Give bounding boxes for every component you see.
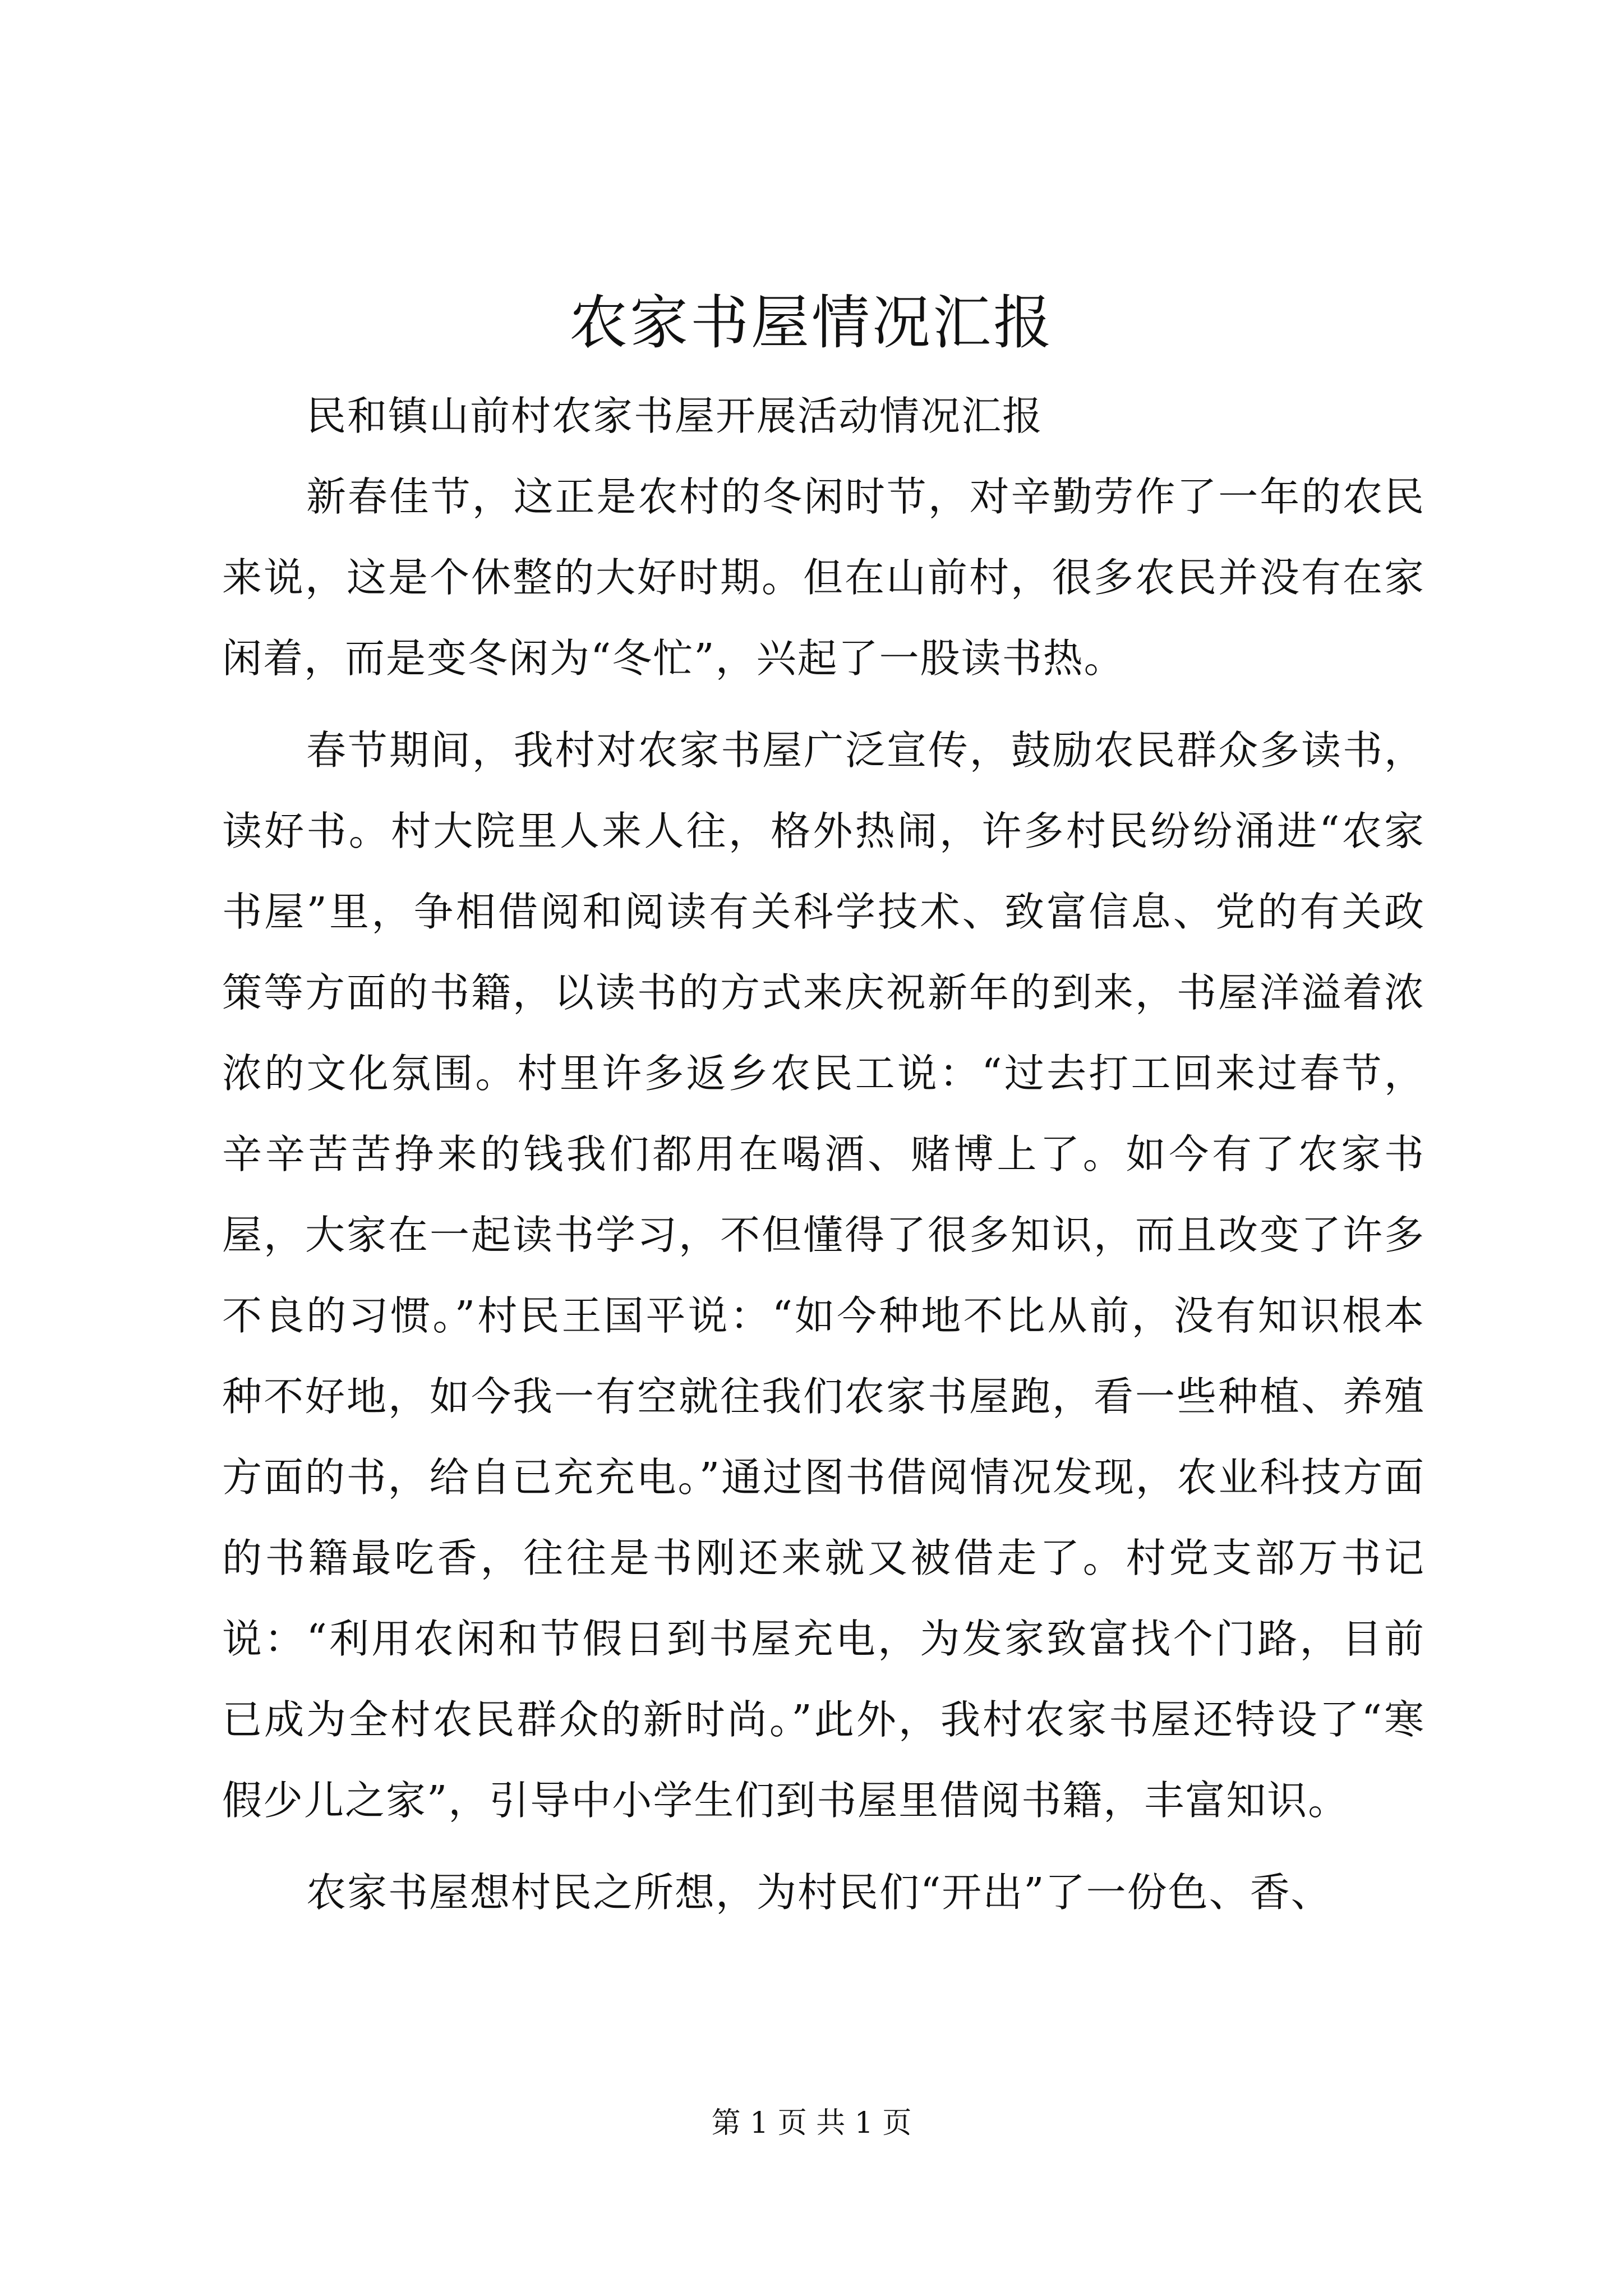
document-title: 农家书屋情况汇报 [569,288,1054,357]
paragraph-subtitle: 民和镇山前村农家书屋开展活动情况汇报 [306,393,1044,439]
page-footer: 第 1 页 共 1 页 [711,2106,912,2140]
paragraph-2: 春节期间，我村对农家书屋广泛宣传，鼓励农民群众多读书，读好书。村大院里人来人往，格外热闹，许多村民纷纷涌进“农家书屋”里，争相借阅和阅读有关科学技术、致富信息、党的有关政策等方面的书籍，以读书的方式来庆祝新年的到来，书屋洋溢着浓浓的文化氛围。村里许多返乡农民工说：“过去打工回来过春节，辛辛苦苦挣来的钱我们都用在喝酒、赌博上了。如今有了农家书屋，大家在一起读书学习，不但懂得了很多知识，而且改变了许多不良的习惯。”村民王国平说：“如今种地不比从前，没有知识根本种不好地，如今我一有空就往我们农家书屋跑，看一些种植、养殖方面的书，给自已充充电。”通过图书借阅情况发现，农业科技方面的书籍最吃香，往往是书刚还来就又被借走了。村党支部万书记说：“利用农闲和节假日到书屋充电，为发家致富找个门路，目前已成为全村农民群众的新时尚。”此外，我村农家书屋还特设了“寒假少儿之家”，引导中小学生们到书屋里借阅书籍，丰富知识。 [222,727,1425,1824]
paragraph-3: 农家书屋想村民之所想，为村民们“开出”了一份色、香、 [306,1869,1332,1916]
document-body [222,376,1425,1933]
paragraph-1: 新春佳节，这正是农村的冬闲时节，对辛勤劳作了一年的农民来说，这是个休整的大好时期。但在山前村，很多农民并没有在家闲着，而是变冬闲为“冬忙”，兴起了一股读书热。 [222,473,1425,682]
